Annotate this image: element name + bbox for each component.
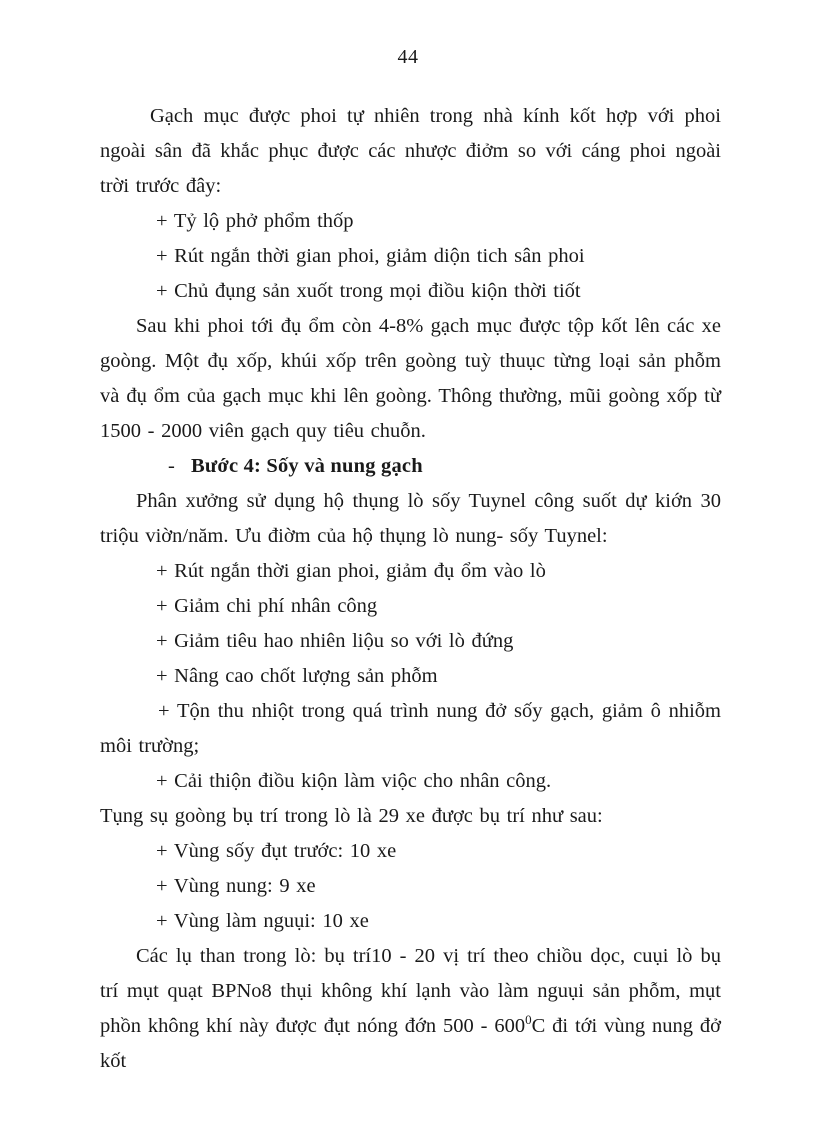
section-heading-step4 bbox=[100, 449, 721, 484]
bullet-item-heat-recovery: + Tộn thu nhiột trong quá trình nung đở sốy gạch, giảm ô nhiỗm môi trường; bbox=[100, 700, 721, 757]
paragraph-kiln-airflow bbox=[100, 939, 721, 1079]
bullet-item-tunnel-2: + Giảm chi phí nhân công bbox=[156, 595, 378, 617]
bullet-item-zone-cooling: + Vùng làm nguụi: 10 xe bbox=[156, 910, 369, 932]
heading-dash: - bbox=[168, 455, 176, 477]
bullet-item-tunnel-3: + Giảm tiêu hao nhiên liộu so với lò đứng bbox=[156, 630, 514, 652]
bullet-item-drying-3: + Chủ đụng sản xuốt trong mọi điồu kiộn thời tiốt bbox=[156, 280, 581, 302]
heading-text: Bước 4: Sốy và nung gạch bbox=[191, 455, 423, 477]
bullet-item-zone-drying: + Vùng sốy đụt trước: 10 xe bbox=[156, 840, 397, 862]
paragraph-kiln-text-after: C đi tới vùng nung đở kốt bbox=[100, 1015, 721, 1072]
bullet-item-drying-1: + Tỷ lộ phở phổm thốp bbox=[156, 210, 354, 232]
paragraph-loading: Sau khi phoi tới đụ ổm còn 4-8% gạch mục được tộp kốt lên các xe goòng. Một đụ xốp, khúi xốp trên goòng tuỳ thuục từng loại sản phỗm và đụ ổm của gạch mục khi lên goòng. Thông thường, mũi goòng xốp từ 1500 - 2000 viên gạch quy tiêu chuỗn. bbox=[100, 315, 721, 442]
paragraph-intro: Gạch mục được phoi tự nhiên trong nhà kính kốt hợp với phoi ngoài sân đã khắc phục được các nhược điởm so với cáng phoi ngoài trời trước đây: bbox=[100, 105, 721, 197]
superscript-degree: 0 bbox=[525, 1012, 532, 1028]
bullet-item-drying-2: + Rút ngắn thời gian phoi, giảm diộn tich sân phoi bbox=[156, 245, 585, 267]
bullet-item-working-conditions: + Cải thiộn điồu kiộn làm viộc cho nhân công. bbox=[156, 770, 552, 792]
document-body bbox=[100, 99, 721, 1079]
paragraph-cars-total: Tụng sụ goòng bụ trí trong lò là 29 xe được bụ trí như sau: bbox=[100, 805, 603, 827]
page-number: 44 bbox=[397, 46, 419, 68]
paragraph-kiln-text: Các lụ than trong lò: bụ trí10 - 20 vị trí theo chiồu dọc, cuụi lò bụ trí mụt quạt BPNo8 thụi không khí lạnh vào làm nguụi sản phỗm, mụt phồn không khí này được đụt nóng đớn 500 - 600 bbox=[100, 945, 721, 1037]
bullet-item-tunnel-4: + Nâng cao chốt lượng sản phỗm bbox=[156, 665, 438, 687]
bullet-item-tunnel-1: + Rút ngắn thời gian phoi, giảm đụ ổm vào lò bbox=[156, 560, 546, 582]
bullet-item-zone-firing: + Vùng nung: 9 xe bbox=[156, 875, 316, 897]
paragraph-tunnel-kiln: Phân xưởng sử dụng hộ thụng lò sốy Tuynel công suốt dự kiớn 30 triộu viờn/năm. Ưu điờm của hộ thụng lò nung- sốy Tuynel: bbox=[100, 490, 721, 547]
